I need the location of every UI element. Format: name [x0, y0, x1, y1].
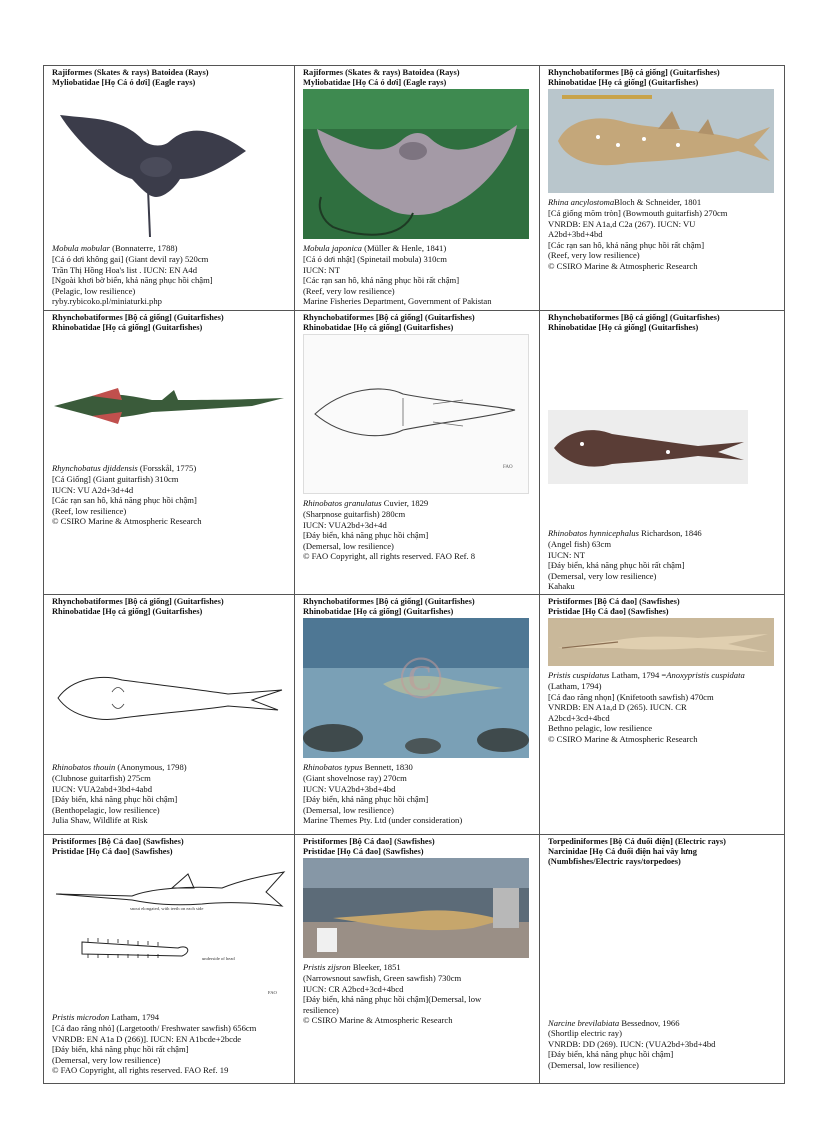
- fao-tag: FAO: [503, 465, 513, 471]
- info-line: (Narrowsnout sawfish, Green sawfish) 730cm: [303, 972, 462, 983]
- info-line: IUCN: VU A2d+3d+4d: [52, 484, 134, 495]
- info-line: [Cá giống mõm tròn] (Bowmouth guitarfish) 270cm: [548, 208, 728, 218]
- family-heading: Narcinidae [Họ Cá đuối điện hai vây lưng: [548, 847, 697, 857]
- species-author: Bloch & Schneider, 1801: [614, 197, 702, 208]
- order-heading: Rhynchobatiformes [Bộ cá giống] (Guitarfishes): [548, 68, 720, 77]
- species-author: (Forsskål, 1775): [137, 463, 197, 474]
- species-name: Rhinobatos hynnicephalus: [548, 528, 639, 539]
- species-cell: [44, 834, 295, 1083]
- info-line: [Đáy biển, khả năng phục hồi chậm](Demersal, low: [303, 994, 482, 1005]
- info-line: (Shortlip electric ray): [548, 1028, 622, 1039]
- family-heading: Myliobatidae [Họ Cá ó dơi] (Eagle rays): [52, 78, 196, 88]
- family-heading: Rhinobatidae [Họ cá giống] (Guitarfishes): [52, 607, 203, 617]
- species-name: Pristis cuspidatus: [548, 670, 610, 681]
- species-name: Narcine brevilabiata: [548, 1017, 620, 1028]
- source-line: © CSIRO Marine & Atmospheric Research: [548, 260, 698, 271]
- species-author: Cuvier, 1829: [381, 498, 429, 509]
- family-heading: Pristidae [Họ Cá đao] (Sawfishes): [52, 847, 173, 857]
- species-author: Latham, 1794: [109, 1012, 160, 1023]
- family-heading: Pristidae [Họ Cá đao] (Sawfishes): [548, 607, 669, 617]
- order-heading: Pristiformes [Bộ Cá đao] (Sawfishes): [548, 596, 680, 606]
- species-author: Bennett, 1830: [362, 762, 413, 773]
- species-table: [43, 65, 785, 1084]
- info-line: [Cá ó dơi nhật] (Spinetail mobula) 310cm: [303, 254, 447, 264]
- species-name: Rhina ancylostoma: [548, 197, 615, 208]
- source-line: © FAO Copyright, all rights reserved. FAO Ref. 19: [52, 1065, 229, 1076]
- mobula-mobular-photo: [52, 89, 290, 239]
- family-heading: Rhinobatidae [Họ cá giống] (Guitarfishes): [548, 78, 699, 88]
- info-line: IUCN: NT: [303, 264, 340, 275]
- info-line: [Đáy biển, khả năng phục hồi chậm]: [52, 794, 178, 805]
- species-name: Rhinobatos thouin: [52, 762, 116, 773]
- species-cell: [44, 311, 295, 595]
- info-line: [Đáy biển, khả năng phục hồi chậm]: [548, 1049, 674, 1060]
- family-heading: Myliobatidae [Họ Cá ó dơi] (Eagle rays): [303, 78, 447, 88]
- species-cell: [295, 834, 540, 1083]
- family-heading: Rhinobatidae [Họ cá giống] (Guitarfishes): [548, 323, 699, 333]
- source-line: © CSIRO Marine & Atmospheric Research: [548, 733, 698, 744]
- species-author: (Bonnaterre, 1788): [110, 243, 178, 254]
- info-line: [Các rạn san hô, khả năng phục hồi rất chậm]: [303, 275, 460, 286]
- info-line: IUCN: VUA2abd+3bd+4abd: [52, 783, 152, 794]
- info-line: VNRDB: DD (269). IUCN: (VUA2bd+3bd+4bd: [548, 1038, 716, 1049]
- source-line: Marine Themes Pty. Ltd (under consideration): [303, 815, 463, 826]
- rhinobatos-granulatus-drawing: [303, 334, 535, 494]
- source-line: Marine Fisheries Department, Government of Pakistan: [303, 296, 492, 307]
- source-line: Kahaku: [548, 581, 575, 592]
- species-name: Mobula mobular: [52, 243, 111, 254]
- pristis-zijsron-photo: [303, 858, 535, 958]
- info-line: IUCN: NT: [548, 549, 585, 560]
- info-line: [Các rạn san hô, khả năng phục hồi rất chậm]: [548, 239, 705, 250]
- info-line: VNRDB: EN A1a,d C2a (267). IUCN: VU: [548, 218, 696, 229]
- species-author: Bleeker, 1851: [350, 962, 401, 973]
- info-line: VNRDB: EN A1a,d D (265). IUCN. CR: [548, 702, 687, 713]
- species-name: Pristis microdon: [52, 1012, 110, 1023]
- info-line: (Demersal, very low resilience): [52, 1054, 161, 1065]
- species-author: (Müller & Henle, 1841): [361, 243, 447, 254]
- source-line: ryby.rybicoko.pl/miniaturki.php: [52, 296, 162, 307]
- order-heading: Rajiformes (Skates & rays) Batoidea (Rays): [52, 68, 209, 77]
- info-line: [Đáy biển, khả năng phục hồi rất chậm]: [52, 1044, 189, 1055]
- info-line: (Pelagic, low resilience): [52, 285, 136, 296]
- source-line: © CSIRO Marine & Atmospheric Research: [303, 1015, 453, 1026]
- species-cell: [44, 66, 295, 311]
- info-line: VNRDB: EN A1a D (266)]. IUCN: EN A1bcde+2bcde: [52, 1033, 242, 1044]
- rhinobatos-typus-photo: [303, 618, 535, 758]
- info-line: (Reef, very low resilience): [548, 250, 640, 261]
- order-heading: Rhynchobatiformes [Bộ cá giống] (Guitarfishes): [548, 313, 720, 322]
- rhina-ancylostoma-photo: [548, 89, 780, 193]
- family-heading: Pristidae [Họ Cá đao] (Sawfishes): [303, 847, 424, 857]
- info-line: (Benthopelagic, low resilience): [52, 804, 160, 815]
- info-line: (Latham, 1794): [548, 680, 602, 691]
- info-line: [Cá Giống] (Giant guitarfish) 310cm: [52, 474, 179, 484]
- order-heading: Rhynchobatiformes [Bộ cá giống] (Guitarfishes): [52, 313, 224, 322]
- copyright-watermark: ©: [398, 645, 444, 712]
- info-line: (Reef, low resilience): [52, 505, 127, 516]
- species-name: Rhynchobatus djiddensis: [52, 463, 138, 474]
- species-name: Rhinobatos typus: [303, 762, 363, 773]
- figure-label: underside of head: [202, 956, 235, 962]
- species-author: Bessednov, 1966: [619, 1017, 680, 1028]
- mobula-japonica-photo: [303, 89, 535, 239]
- species-cell: [44, 594, 295, 834]
- order-heading: Rhynchobatiformes [Bộ cá giống] (Guitarfishes): [303, 596, 475, 606]
- blank-figure-area: [548, 868, 780, 1018]
- pristis-cuspidatus-photo: [548, 618, 780, 666]
- info-line: (Clubnose guitarfish) 275cm: [52, 772, 151, 783]
- species-synonym: Anoxypristis cuspidata: [666, 670, 745, 681]
- info-line: (Demersal, very low resilience): [548, 570, 657, 581]
- info-line: IUCN: VUA2bd+3d+4d: [303, 519, 387, 530]
- species-cell: [295, 66, 540, 311]
- info-line: Bethno pelagic, low resilience: [548, 723, 653, 734]
- species-cell: [540, 66, 785, 311]
- info-line: (Demersal, low resilience): [303, 540, 394, 551]
- info-line: (Giant shovelnose ray) 270cm: [303, 772, 407, 783]
- species-name: Rhinobatos granulatus: [303, 498, 382, 509]
- info-line: [Cá ó dơi không gai] (Giant devil ray) 520cm: [52, 254, 209, 264]
- info-line: [Đáy biển, khả năng phục hồi chậm]: [303, 794, 429, 805]
- info-line: A2bcd+3cd+4bcd: [548, 712, 610, 723]
- info-line: A2bd+3bd+4bd: [548, 229, 603, 240]
- order-heading: Pristiformes [Bộ Cá đao] (Sawfishes): [303, 836, 435, 846]
- info-line: (Sharpnose guitarfish) 280cm: [303, 509, 406, 519]
- info-line: Trần Thị Hồng Hoa's list . IUCN: EN A4d: [52, 264, 198, 275]
- family-heading: Rhinobatidae [Họ cá giống] (Guitarfishes): [303, 323, 454, 333]
- rhinobatos-thouin-drawing: [52, 618, 290, 758]
- species-name: Pristis zijsron: [303, 962, 351, 973]
- species-author: Richardson, 1846: [638, 528, 702, 539]
- info-line: [Đáy biển, khả năng phục hồi rất chậm]: [548, 560, 685, 571]
- info-line: IUCN: CR A2bcd+3cd+4bcd: [303, 983, 404, 994]
- species-name: Mobula japonica: [303, 243, 362, 254]
- source-line: © CSIRO Marine & Atmospheric Research: [52, 516, 202, 527]
- info-line: (Demersal, low resilience): [303, 804, 394, 815]
- family-heading: Rhinobatidae [Họ cá giống] (Guitarfishes): [52, 323, 203, 333]
- info-line: (Angel fish) 63cm: [548, 539, 612, 549]
- order-heading: Torpediniformes [Bộ Cá đuối điện] (Electric rays): [548, 836, 726, 846]
- rhynchobatus-djiddensis-photo: [52, 334, 290, 459]
- info-line: [Các rạn san hô, khả năng phục hồi chậm]: [52, 495, 197, 506]
- order-heading: Rhynchobatiformes [Bộ cá giống] (Guitarfishes): [303, 313, 475, 322]
- info-line: [Cá đao răng nhỏ] (Largetooth/ Freshwater sawfish) 656cm: [52, 1022, 257, 1033]
- species-cell: [540, 311, 785, 595]
- family-heading: Rhinobatidae [Họ cá giống] (Guitarfishes): [303, 607, 454, 617]
- source-line: © FAO Copyright, all rights reserved. FAO Ref. 8: [303, 551, 476, 562]
- species-cell: [295, 311, 540, 595]
- species-author: Latham, 1794 =: [609, 670, 667, 681]
- figure-label: snout elongated, with teeth on each side: [130, 906, 204, 912]
- species-author: (Anonymous, 1798): [115, 762, 187, 773]
- family-heading-english: (Numbfishes/Electric rays/torpedoes): [548, 857, 681, 867]
- pristis-microdon-drawing: [52, 858, 290, 1008]
- source-line: Julia Shaw, Wildlife at Risk: [52, 815, 148, 826]
- info-line: (Reef, very low resilience): [303, 285, 395, 296]
- order-heading: Rajiformes (Skates & rays) Batoidea (Rays): [303, 68, 460, 77]
- info-line: IUCN: VUA2bd+3bd+4bd: [303, 783, 396, 794]
- info-line: resilience): [303, 1004, 339, 1015]
- rhinobatos-hynnicephalus-photo: [548, 334, 780, 524]
- fao-tag: FAO: [268, 990, 277, 996]
- species-cell: [540, 834, 785, 1083]
- info-line: [Ngoài khơi bờ biển, khả năng phục hồi chậm]: [52, 275, 213, 286]
- info-line: [Cá đao răng nhọn] (Knifetooth sawfish) 470cm: [548, 691, 714, 702]
- species-cell: [540, 594, 785, 834]
- info-line: (Demersal, low resilience): [548, 1059, 639, 1070]
- info-line: [Đáy biển, khả năng phục hồi chậm]: [303, 530, 429, 541]
- species-cell: [295, 594, 540, 834]
- order-heading: Rhynchobatiformes [Bộ cá giống] (Guitarfishes): [52, 596, 224, 606]
- order-heading: Pristiformes [Bộ Cá đao] (Sawfishes): [52, 836, 184, 846]
